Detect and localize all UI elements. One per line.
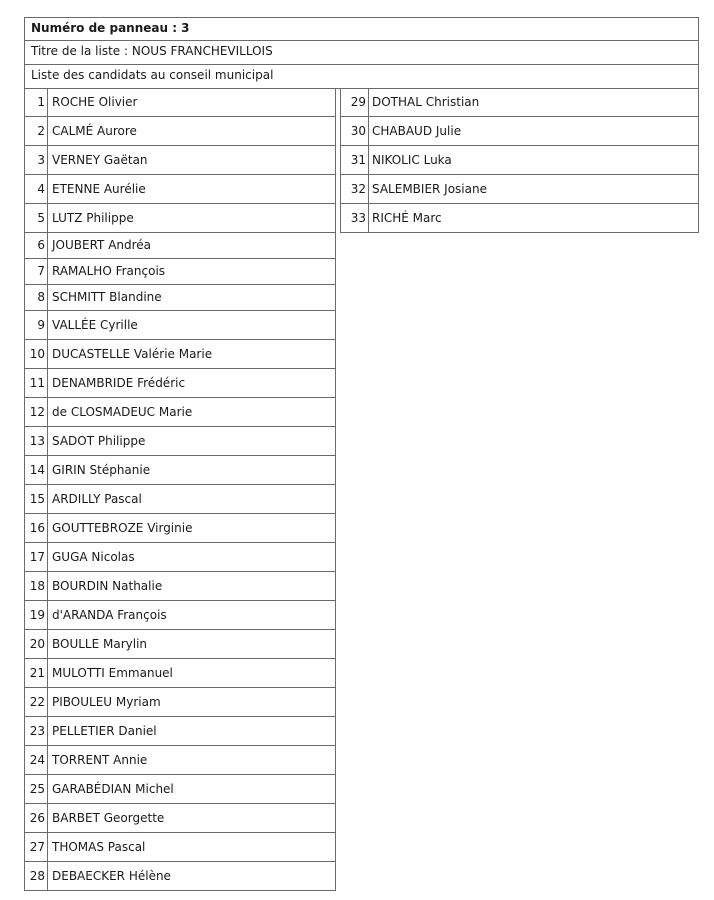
candidates-column-left (24, 88, 336, 891)
candidate-number: 6 (25, 233, 48, 258)
candidate-row (25, 717, 335, 746)
candidate-number: 13 (25, 427, 48, 455)
candidate-name: THOMAS Pascal (52, 840, 146, 854)
candidate-name: DUCASTELLE Valérie Marie (52, 347, 213, 361)
candidate-row (25, 746, 335, 775)
candidate-row (25, 204, 335, 233)
candidate-name: GUGA Nicolas (52, 550, 135, 564)
candidate-name: SCHMITT Blandine (52, 290, 162, 304)
candidate-row (341, 175, 698, 204)
candidate-row (25, 340, 335, 369)
candidate-number: 9 (25, 311, 48, 339)
candidate-name: GOUTTEBROZE Virginie (52, 521, 193, 535)
candidate-number: 28 (25, 862, 48, 890)
candidate-number: 21 (25, 659, 48, 687)
candidate-name: d'ARANDA François (52, 608, 167, 622)
candidate-row (341, 117, 698, 146)
candidate-number: 29 (341, 88, 369, 116)
candidate-name: DENAMBRIDE Frédéric (52, 376, 186, 390)
candidate-number: 15 (25, 485, 48, 513)
candidate-name: GARABÉDIAN Michel (52, 782, 174, 796)
candidate-name: ETENNE Aurélie (52, 182, 146, 196)
candidate-name: BOULLE Marylin (52, 637, 148, 651)
candidate-row (25, 311, 335, 340)
candidate-row (25, 233, 335, 259)
candidate-number: 4 (25, 175, 48, 203)
candidate-name: VERNEY Gaëtan (52, 153, 148, 167)
candidate-number: 12 (25, 398, 48, 426)
candidate-number: 31 (341, 146, 369, 174)
candidate-row (341, 204, 698, 233)
candidate-number: 14 (25, 456, 48, 484)
candidate-row (25, 146, 335, 175)
candidate-number: 26 (25, 804, 48, 832)
candidate-number: 18 (25, 572, 48, 600)
candidate-row (25, 259, 335, 285)
candidate-name: RICHÉ Marc (372, 211, 442, 225)
candidate-number: 8 (25, 285, 48, 310)
candidate-name: BOURDIN Nathalie (52, 579, 163, 593)
candidate-number: 11 (25, 369, 48, 397)
candidate-name: ROCHE Olivier (52, 95, 138, 109)
candidate-row (25, 688, 335, 717)
candidate-number: 2 (25, 117, 48, 145)
candidate-row (25, 601, 335, 630)
candidate-row (25, 88, 335, 117)
candidate-row (25, 485, 335, 514)
list-title: Titre de la liste : NOUS FRANCHEVILLOIS (24, 40, 699, 65)
candidate-name: VALLÉE Cyrille (52, 318, 138, 332)
candidate-row (25, 862, 335, 891)
panel-number: Numéro de panneau : 3 (24, 17, 699, 41)
candidate-name: CHABAUD Julie (372, 124, 462, 138)
candidate-number: 19 (25, 601, 48, 629)
candidate-name: SALEMBIER Josiane (372, 182, 487, 196)
candidate-row (25, 398, 335, 427)
candidate-row (25, 175, 335, 204)
candidates-heading: Liste des candidats au conseil municipal (24, 64, 699, 89)
candidate-name: PELLETIER Daniel (52, 724, 157, 738)
candidate-name: TORRENT Annie (52, 753, 148, 767)
candidate-row (25, 427, 335, 456)
candidate-row (25, 285, 335, 311)
candidate-name: CALMÉ Aurore (52, 124, 137, 138)
candidate-number: 17 (25, 543, 48, 571)
candidate-number: 33 (341, 204, 369, 232)
candidate-name: ARDILLY Pascal (52, 492, 142, 506)
candidate-number: 22 (25, 688, 48, 716)
candidate-row (25, 804, 335, 833)
candidate-row (25, 543, 335, 572)
candidate-row (25, 369, 335, 398)
candidate-name: PIBOULEU Myriam (52, 695, 161, 709)
candidate-name: RAMALHO François (52, 264, 166, 278)
candidate-name: DEBAECKER Hélène (52, 869, 171, 883)
candidate-number: 20 (25, 630, 48, 658)
candidate-number: 1 (25, 88, 48, 116)
candidate-row (341, 88, 698, 117)
candidate-name: BARBET Georgette (52, 811, 165, 825)
candidate-number: 32 (341, 175, 369, 203)
candidate-number: 5 (25, 204, 48, 232)
candidate-number: 24 (25, 746, 48, 774)
candidate-name: MULOTTI Emmanuel (52, 666, 173, 680)
candidate-row (25, 833, 335, 862)
candidate-name: SADOT Philippe (52, 434, 146, 448)
candidate-number: 25 (25, 775, 48, 803)
candidates-column-right (340, 88, 699, 233)
candidate-row (341, 146, 698, 175)
candidate-number: 30 (341, 117, 369, 145)
candidate-row (25, 659, 335, 688)
candidate-row (25, 514, 335, 543)
candidate-number: 7 (25, 259, 48, 284)
candidate-number: 3 (25, 146, 48, 174)
candidate-name: DOTHAL Christian (372, 95, 480, 109)
candidate-row (25, 456, 335, 485)
candidate-number: 10 (25, 340, 48, 368)
candidate-name: JOUBERT Andréa (52, 238, 152, 252)
candidate-name: de CLOSMADEUC Marie (52, 405, 193, 419)
candidate-row (25, 117, 335, 146)
candidate-row (25, 775, 335, 804)
candidate-number: 27 (25, 833, 48, 861)
candidate-name: LUTZ Philippe (52, 211, 134, 225)
candidate-row (25, 572, 335, 601)
candidate-name: GIRIN Stéphanie (52, 463, 151, 477)
candidate-row (25, 630, 335, 659)
candidate-number: 16 (25, 514, 48, 542)
candidate-name: NIKOLIC Luka (372, 153, 452, 167)
candidate-number: 23 (25, 717, 48, 745)
